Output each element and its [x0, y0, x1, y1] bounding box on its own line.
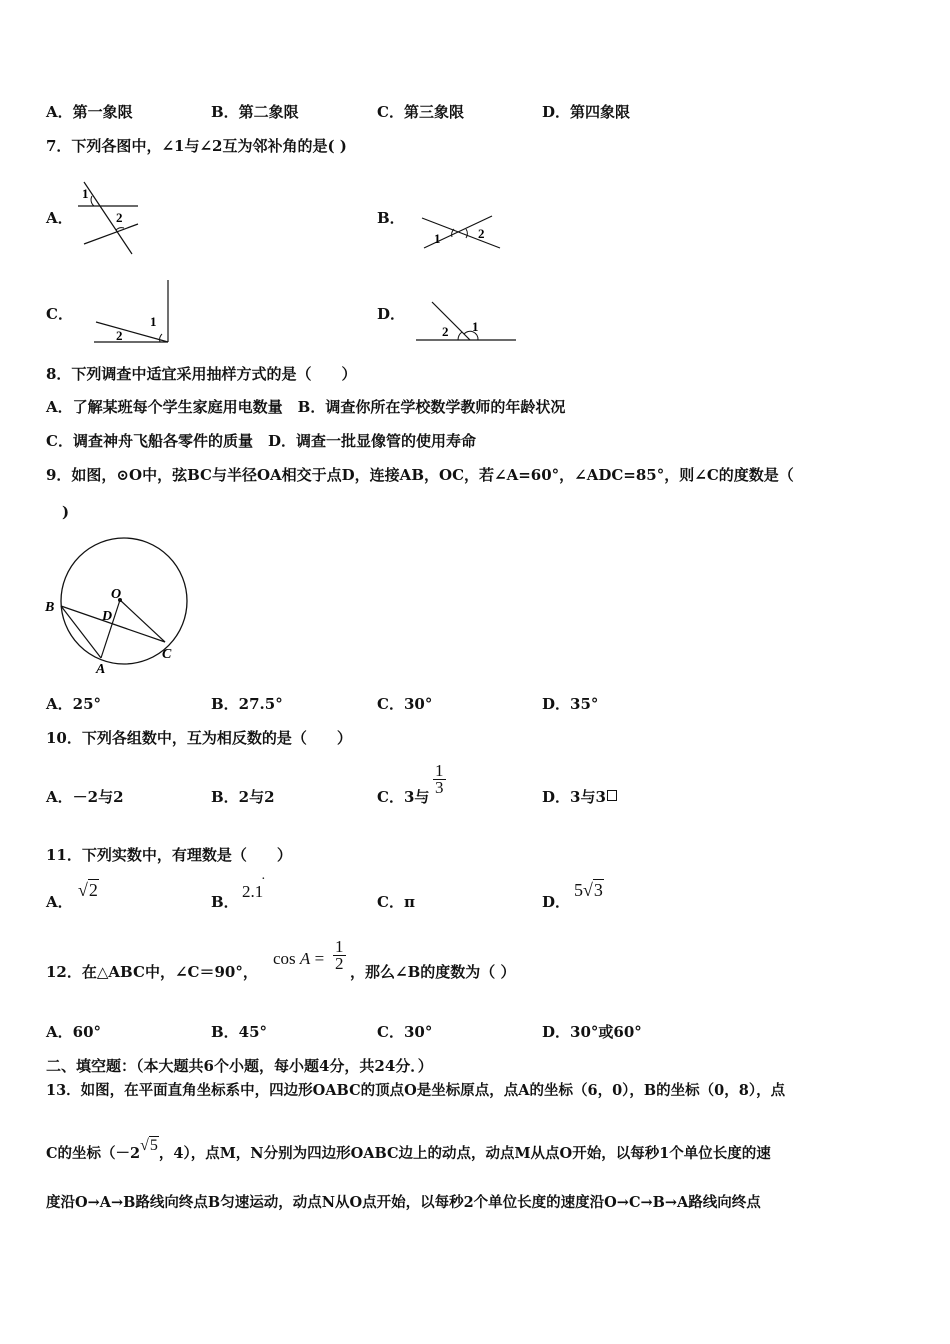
q13-line3: 度沿O→A→B路线向终点B匀速运动，动点N从O点开始，以每秒2个单位长度的速度沿O→C→B→A路线向终点: [46, 1194, 761, 1211]
q12-eq: =: [314, 949, 325, 968]
q8-options-line1: A．了解某班每个学生家庭用电数量 B．调查你所在学校数学教师的年龄状况: [46, 398, 566, 416]
q10-option-a: A．－2与2: [46, 788, 124, 806]
q10-option-b: B．2与2: [211, 788, 275, 806]
q9-label-o: O: [111, 587, 122, 602]
q9-option-a: A．25°: [46, 695, 102, 713]
q11-sqrt2: √2: [78, 880, 98, 900]
q8-stem: 8．下列调查中适宜采用抽样方式的是（ ）: [46, 365, 357, 383]
q10-option-c: C．3与: [377, 788, 430, 806]
q12-cos-expression: [273, 949, 324, 969]
q12-frac-den: 2: [335, 954, 344, 973]
q7-figure-b: [420, 210, 504, 252]
q12-frac-num: 1: [335, 937, 344, 956]
q9-option-b: B．27.5°: [211, 695, 283, 713]
q7a-label-2: 2: [116, 210, 123, 225]
q9-stem: 9．如图，⊙O中，弦BC与半径OA相交于点D，连接AB，OC，若∠A=60°，∠ADC=85°，则∠C的度数是（: [46, 466, 794, 484]
q11-repeating-decimal: [242, 872, 266, 902]
q9-stem-end: ): [62, 503, 70, 521]
section2-title: 二、填空题：（本大题共6个小题，每小题4分，共24分．）: [46, 1057, 433, 1075]
q7-option-a: A．: [46, 209, 73, 227]
q11-option-d: D．: [542, 893, 571, 911]
q11-sqrt2-radicand: 2: [88, 880, 98, 900]
q10-glyph-icon: [607, 790, 617, 801]
q10-option-d-text: D．3与3: [542, 788, 606, 806]
q9-option-d: D．35°: [542, 695, 599, 713]
q12-fraction: [333, 939, 346, 972]
q11-option-a: A．: [46, 893, 73, 911]
q13-line1: 13．如图，在平面直角坐标系中，四边形OABC的顶点O是坐标原点，点A的坐标（6，0），B的坐标（0，8），点: [46, 1082, 786, 1099]
q12-option-d: D．30°或60°: [542, 1023, 642, 1041]
q7-stem: 7．下列各图中，∠1与∠2互为邻补角的是( ): [46, 137, 347, 155]
q12-cos: cos: [273, 949, 296, 968]
q7b-label-1: 1: [434, 231, 441, 246]
q9-label-d: D: [102, 609, 113, 624]
q8-options-line2: C．调查神舟飞船各零件的质量 D．调查一批显像管的使用寿命: [46, 432, 476, 450]
q10-frac-den: 3: [435, 778, 444, 797]
q12-stem-post: ，那么∠B的度数为（ ）: [350, 963, 516, 981]
q11-5sqrt3: 5√3: [574, 880, 603, 900]
q9-circle-figure: [40, 530, 200, 680]
q10-option-c-fraction: [433, 763, 446, 796]
q7d-label-2: 2: [442, 324, 449, 339]
q7c-label-1: 1: [150, 314, 157, 329]
q11-option-b: B．: [211, 893, 239, 911]
q12-stem-pre: 12．在△ABC中，∠C＝90°，: [46, 963, 258, 981]
q7-figure-a: [72, 178, 144, 258]
q13-line2: [46, 1137, 771, 1163]
q7d-label-1: 1: [472, 319, 479, 334]
q10-stem: 10．下列各组数中，互为相反数的是（ ）: [46, 729, 352, 747]
q11-stem: 11．下列实数中，有理数是（ ）: [46, 846, 292, 864]
q9-option-c: C．30°: [377, 695, 433, 713]
q9-label-a: A: [96, 662, 106, 677]
q7-option-d: D．: [377, 305, 406, 323]
q7b-label-2: 2: [478, 226, 485, 241]
q7a-label-1: 1: [82, 186, 89, 201]
q10-frac-num: 1: [435, 761, 444, 780]
q9-label-c: C: [162, 647, 172, 662]
q9-label-b: B: [45, 600, 55, 615]
q11-b-value: 2.1: [242, 882, 264, 901]
q6-option-b: B．第二象限: [211, 103, 299, 121]
q6-option-a: A．第一象限: [46, 103, 133, 121]
q7-option-b: B．: [377, 209, 405, 227]
q11-d-radicand: 3: [593, 880, 603, 900]
q7-option-c: C．: [46, 305, 73, 323]
q6-option-c: C．第三象限: [377, 103, 464, 121]
q12-option-a: A．60°: [46, 1023, 102, 1041]
q12-option-b: B．45°: [211, 1023, 268, 1041]
q7c-label-2: 2: [116, 328, 123, 343]
q11-b-dot: ·: [261, 872, 266, 887]
q13-sqrt5-radicand: 5: [149, 1137, 158, 1154]
q11-option-c: C．π: [377, 893, 415, 911]
q10-option-d: [542, 788, 617, 806]
q7-figure-c: [92, 278, 176, 344]
q12-option-c: C．30°: [377, 1023, 433, 1041]
q13-sqrt5: √5: [140, 1137, 158, 1154]
q13-line2-pre: C的坐标（－2: [46, 1145, 141, 1162]
q13-line2-post: ，4），点M，N分别为四边形OABC边上的动点，动点M从点O开始，以每秒1个单位长度的速: [158, 1145, 771, 1162]
q7-figure-d: [414, 298, 518, 344]
q12-cos-var: A: [299, 949, 311, 968]
q6-option-d: D．第四象限: [542, 103, 631, 121]
q11-d-coef: 5: [574, 880, 583, 900]
